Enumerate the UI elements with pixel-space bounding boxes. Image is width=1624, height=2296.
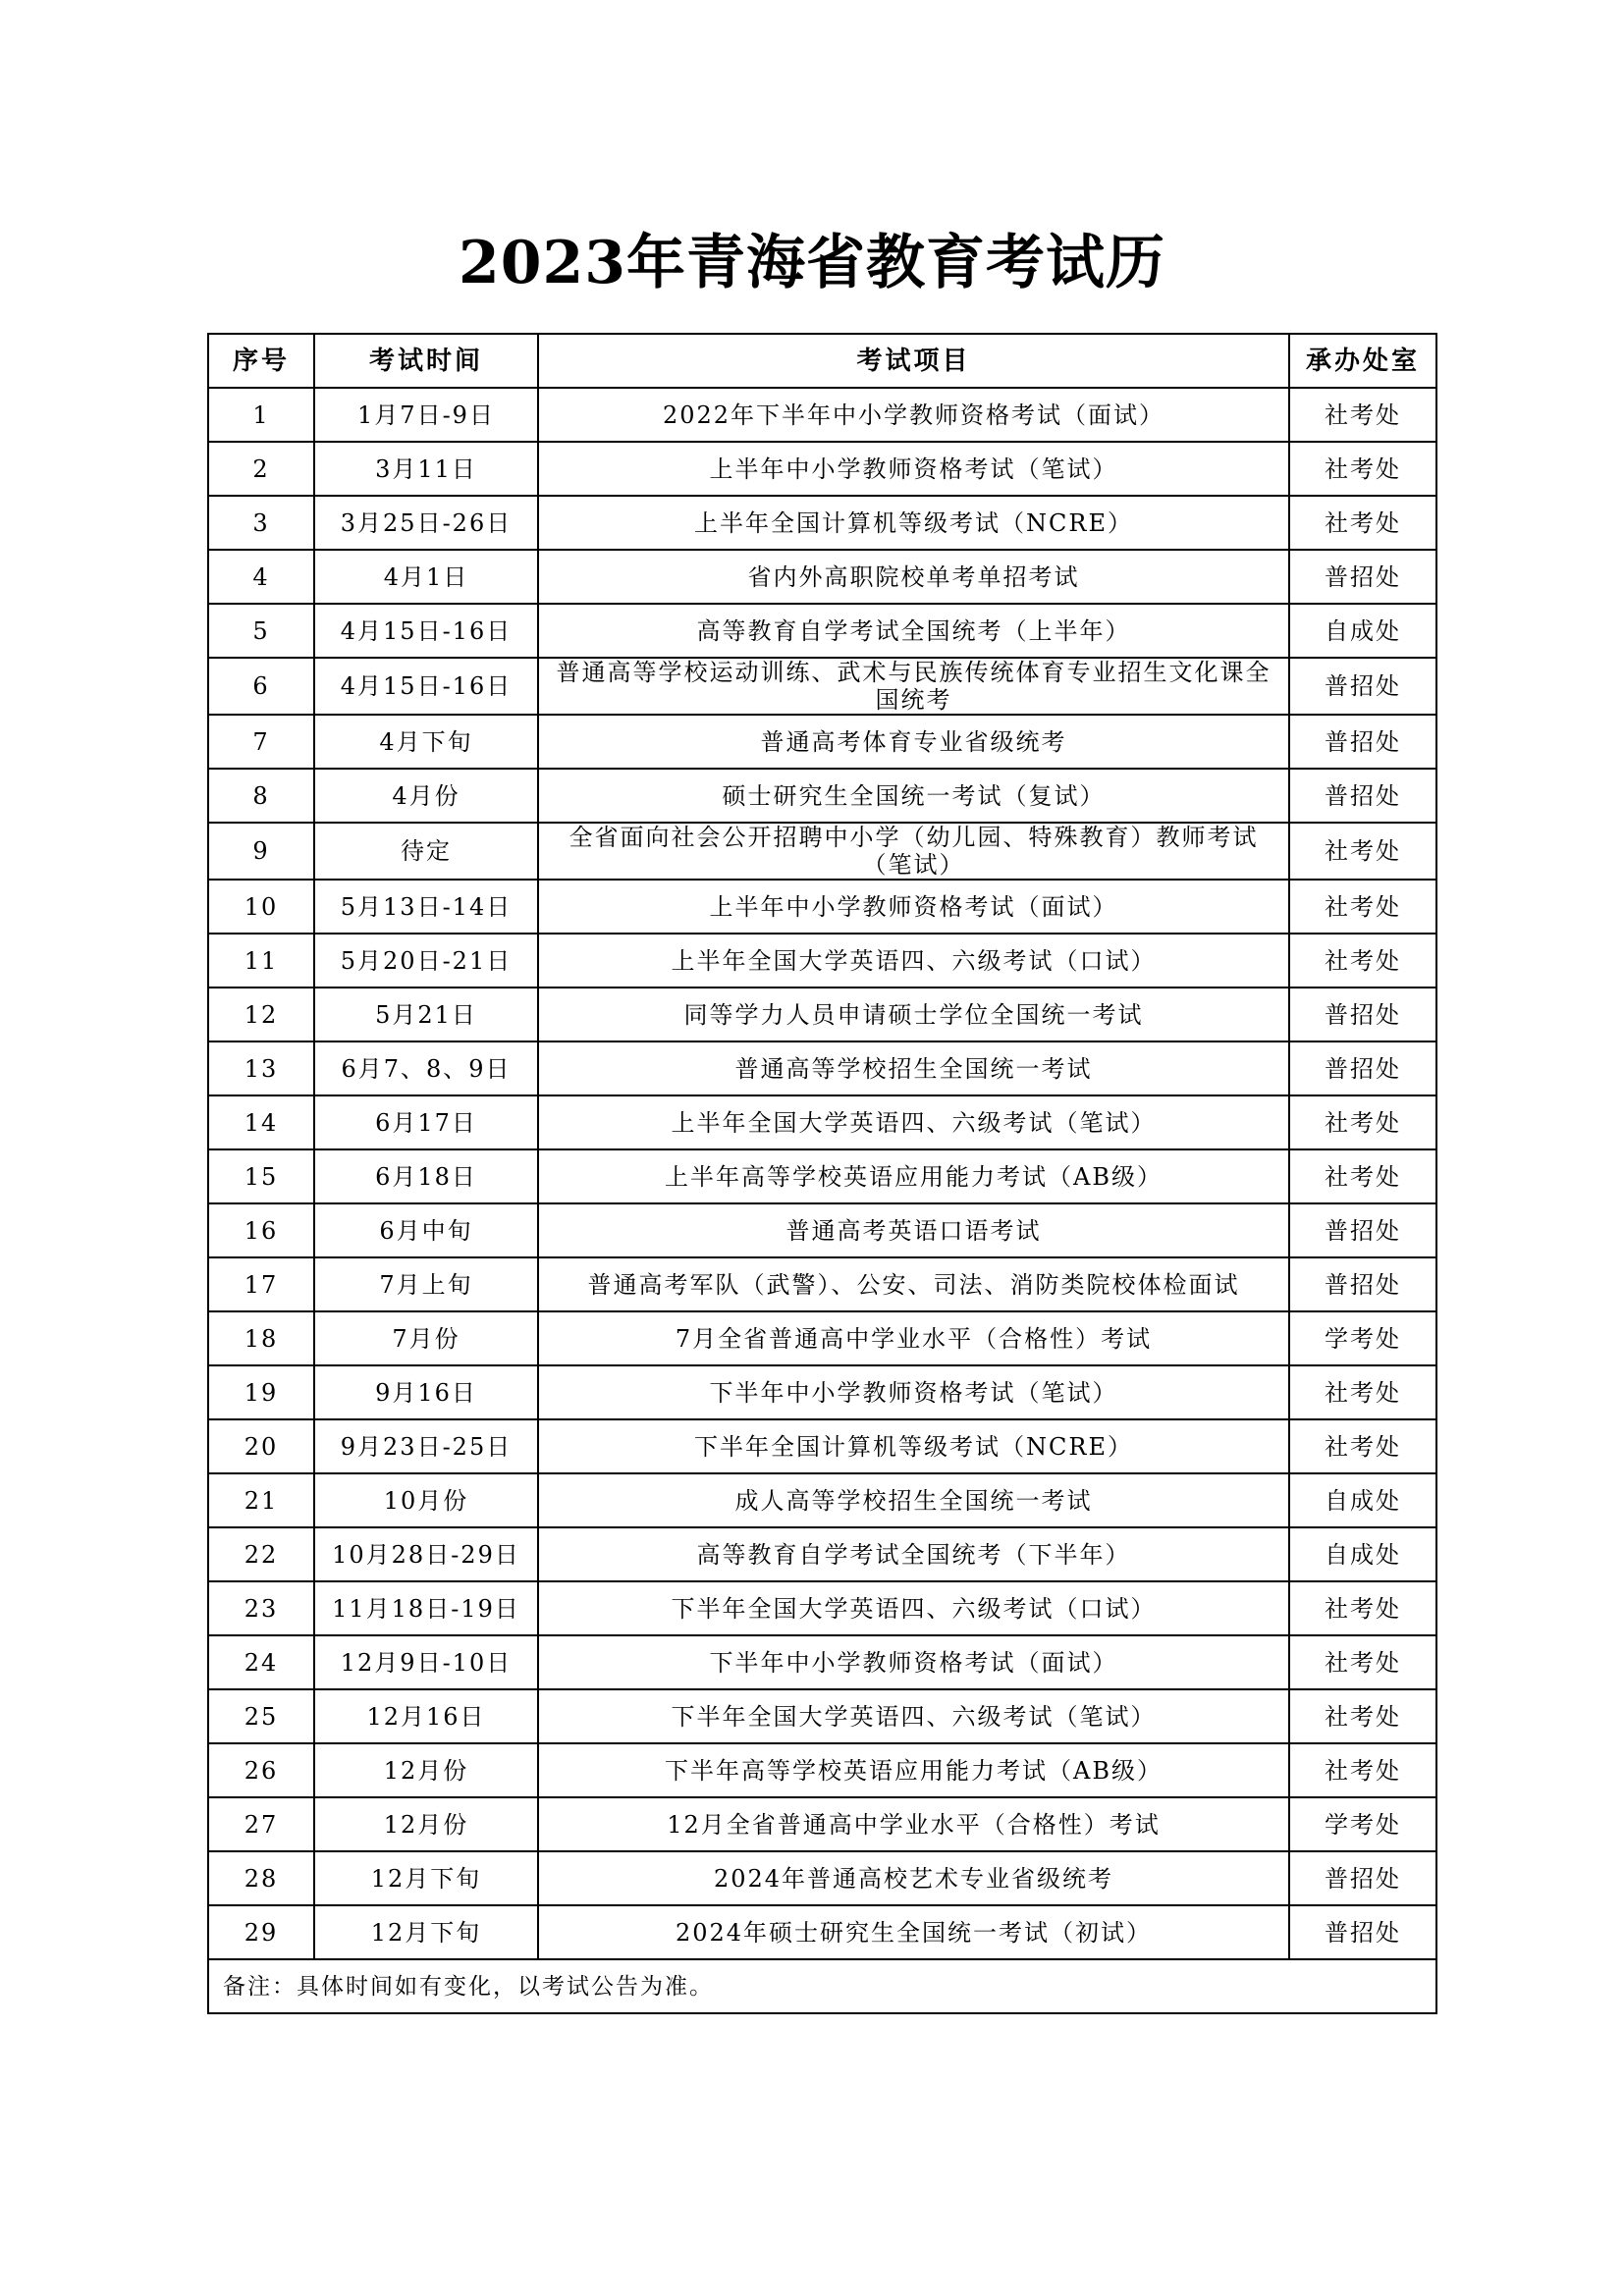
- table-row: [208, 1419, 1436, 1473]
- cell-office: 普招处: [1289, 1203, 1436, 1257]
- cell-no: 8: [208, 769, 314, 823]
- cell-no: 16: [208, 1203, 314, 1257]
- cell-time: 12月下旬: [314, 1905, 538, 1959]
- table-row: [208, 1365, 1436, 1419]
- cell-item: 上半年全国大学英语四、六级考试（笔试）: [538, 1095, 1289, 1149]
- cell-time: 4月15日-16日: [314, 604, 538, 658]
- cell-no: 11: [208, 934, 314, 988]
- cell-no: 9: [208, 823, 314, 880]
- cell-item: 普通高考军队（武警）、公安、司法、消防类院校体检面试: [538, 1257, 1289, 1311]
- page-title: 2023年青海省教育考试历: [459, 229, 1165, 297]
- table-row: [208, 1203, 1436, 1257]
- table-row: [208, 1797, 1436, 1851]
- cell-office: 普招处: [1289, 1905, 1436, 1959]
- cell-item: 下半年全国大学英语四、六级考试（口试）: [538, 1581, 1289, 1635]
- cell-no: 21: [208, 1473, 314, 1527]
- cell-item: 下半年全国大学英语四、六级考试（笔试）: [538, 1689, 1289, 1743]
- table-row: [208, 1257, 1436, 1311]
- cell-time: 6月中旬: [314, 1203, 538, 1257]
- cell-item: 7月全省普通高中学业水平（合格性）考试: [538, 1311, 1289, 1365]
- cell-item: 高等教育自学考试全国统考（上半年）: [538, 604, 1289, 658]
- table-row: [208, 823, 1436, 880]
- cell-office: 学考处: [1289, 1311, 1436, 1365]
- table-row: [208, 1149, 1436, 1203]
- cell-no: 17: [208, 1257, 314, 1311]
- cell-item: 成人高等学校招生全国统一考试: [538, 1473, 1289, 1527]
- cell-time: 6月17日: [314, 1095, 538, 1149]
- cell-office: 社考处: [1289, 388, 1436, 442]
- cell-item: 下半年高等学校英语应用能力考试（AB级）: [538, 1743, 1289, 1797]
- table-row: [208, 1743, 1436, 1797]
- table-header-row: [208, 334, 1436, 388]
- exam-calendar-table: [207, 333, 1437, 2014]
- cell-item: 2024年硕士研究生全国统一考试（初试）: [538, 1905, 1289, 1959]
- table-row: [208, 1473, 1436, 1527]
- cell-time: 10月份: [314, 1473, 538, 1527]
- cell-time: 12月份: [314, 1743, 538, 1797]
- cell-time: 12月9日-10日: [314, 1635, 538, 1689]
- cell-office: 普招处: [1289, 658, 1436, 715]
- cell-time: 12月16日: [314, 1689, 538, 1743]
- cell-item: 普通高等学校运动训练、武术与民族传统体育专业招生文化课全国统考: [538, 658, 1289, 715]
- cell-office: 普招处: [1289, 715, 1436, 769]
- cell-office: 社考处: [1289, 1635, 1436, 1689]
- cell-item: 高等教育自学考试全国统考（下半年）: [538, 1527, 1289, 1581]
- table-row: [208, 1095, 1436, 1149]
- cell-office: 自成处: [1289, 604, 1436, 658]
- table-row: [208, 442, 1436, 496]
- cell-item: 上半年全国大学英语四、六级考试（口试）: [538, 934, 1289, 988]
- cell-office: 社考处: [1289, 1743, 1436, 1797]
- cell-no: 2: [208, 442, 314, 496]
- cell-office: 社考处: [1289, 1689, 1436, 1743]
- cell-time: 3月11日: [314, 442, 538, 496]
- cell-time: 5月20日-21日: [314, 934, 538, 988]
- cell-item: 同等学力人员申请硕士学位全国统一考试: [538, 988, 1289, 1041]
- cell-item: 普通高考英语口语考试: [538, 1203, 1289, 1257]
- cell-item: 省内外高职院校单考单招考试: [538, 550, 1289, 604]
- table-row: [208, 1527, 1436, 1581]
- cell-no: 26: [208, 1743, 314, 1797]
- cell-office: 社考处: [1289, 823, 1436, 880]
- cell-no: 29: [208, 1905, 314, 1959]
- table-row: [208, 1635, 1436, 1689]
- cell-no: 7: [208, 715, 314, 769]
- table-row: [208, 880, 1436, 934]
- cell-item: 全省面向社会公开招聘中小学（幼儿园、特殊教育）教师考试（笔试）: [538, 823, 1289, 880]
- cell-office: 自成处: [1289, 1527, 1436, 1581]
- table-row: [208, 1905, 1436, 1959]
- cell-no: 14: [208, 1095, 314, 1149]
- cell-no: 28: [208, 1851, 314, 1905]
- table-row: [208, 550, 1436, 604]
- cell-office: 社考处: [1289, 1095, 1436, 1149]
- cell-item: 12月全省普通高中学业水平（合格性）考试: [538, 1797, 1289, 1851]
- cell-time: 12月下旬: [314, 1851, 538, 1905]
- cell-time: 6月7、8、9日: [314, 1041, 538, 1095]
- remark-text: 备注：具体时间如有变化，以考试公告为准。: [208, 1959, 1436, 2013]
- cell-item: 下半年中小学教师资格考试（笔试）: [538, 1365, 1289, 1419]
- cell-office: 自成处: [1289, 1473, 1436, 1527]
- cell-item: 普通高考体育专业省级统考: [538, 715, 1289, 769]
- table-row: [208, 1851, 1436, 1905]
- header-time: 考试时间: [314, 334, 538, 388]
- cell-office: 社考处: [1289, 1365, 1436, 1419]
- cell-office: 普招处: [1289, 1041, 1436, 1095]
- cell-no: 23: [208, 1581, 314, 1635]
- cell-item: 上半年高等学校英语应用能力考试（AB级）: [538, 1149, 1289, 1203]
- cell-time: 5月21日: [314, 988, 538, 1041]
- cell-no: 25: [208, 1689, 314, 1743]
- cell-office: 社考处: [1289, 934, 1436, 988]
- cell-no: 12: [208, 988, 314, 1041]
- table-row: [208, 769, 1436, 823]
- cell-no: 3: [208, 496, 314, 550]
- cell-time: 9月23日-25日: [314, 1419, 538, 1473]
- cell-office: 社考处: [1289, 1419, 1436, 1473]
- cell-time: 4月1日: [314, 550, 538, 604]
- cell-no: 20: [208, 1419, 314, 1473]
- cell-time: 5月13日-14日: [314, 880, 538, 934]
- cell-item: 上半年中小学教师资格考试（面试）: [538, 880, 1289, 934]
- cell-time: 1月7日-9日: [314, 388, 538, 442]
- cell-time: 4月份: [314, 769, 538, 823]
- table-row: [208, 1689, 1436, 1743]
- cell-office: 社考处: [1289, 496, 1436, 550]
- table-row: [208, 934, 1436, 988]
- cell-no: 19: [208, 1365, 314, 1419]
- cell-time: 9月16日: [314, 1365, 538, 1419]
- table-row: [208, 658, 1436, 715]
- cell-item: 普通高等学校招生全国统一考试: [538, 1041, 1289, 1095]
- table-row: [208, 1581, 1436, 1635]
- table-row: [208, 715, 1436, 769]
- cell-no: 15: [208, 1149, 314, 1203]
- cell-no: 10: [208, 880, 314, 934]
- cell-time: 待定: [314, 823, 538, 880]
- cell-no: 13: [208, 1041, 314, 1095]
- cell-time: 10月28日-29日: [314, 1527, 538, 1581]
- header-item: 考试项目: [538, 334, 1289, 388]
- table-row: [208, 496, 1436, 550]
- cell-item: 上半年中小学教师资格考试（笔试）: [538, 442, 1289, 496]
- cell-no: 1: [208, 388, 314, 442]
- table-row: [208, 988, 1436, 1041]
- table-row: [208, 604, 1436, 658]
- cell-no: 22: [208, 1527, 314, 1581]
- cell-office: 社考处: [1289, 1581, 1436, 1635]
- table-body: [208, 388, 1436, 1959]
- cell-office: 学考处: [1289, 1797, 1436, 1851]
- cell-item: 上半年全国计算机等级考试（NCRE）: [538, 496, 1289, 550]
- cell-time: 7月上旬: [314, 1257, 538, 1311]
- cell-time: 6月18日: [314, 1149, 538, 1203]
- cell-office: 普招处: [1289, 769, 1436, 823]
- cell-no: 18: [208, 1311, 314, 1365]
- table-row: [208, 388, 1436, 442]
- cell-office: 普招处: [1289, 1851, 1436, 1905]
- cell-time: 4月15日-16日: [314, 658, 538, 715]
- table-row: [208, 1041, 1436, 1095]
- cell-time: 3月25日-26日: [314, 496, 538, 550]
- cell-item: 下半年全国计算机等级考试（NCRE）: [538, 1419, 1289, 1473]
- cell-office: 社考处: [1289, 880, 1436, 934]
- remark-row: [208, 1959, 1436, 2013]
- cell-item: 2024年普通高校艺术专业省级统考: [538, 1851, 1289, 1905]
- cell-office: 普招处: [1289, 988, 1436, 1041]
- cell-office: 社考处: [1289, 442, 1436, 496]
- cell-no: 24: [208, 1635, 314, 1689]
- cell-time: 12月份: [314, 1797, 538, 1851]
- cell-no: 6: [208, 658, 314, 715]
- cell-office: 社考处: [1289, 1149, 1436, 1203]
- cell-office: 普招处: [1289, 550, 1436, 604]
- table-row: [208, 1311, 1436, 1365]
- cell-item: 硕士研究生全国统一考试（复试）: [538, 769, 1289, 823]
- cell-no: 4: [208, 550, 314, 604]
- cell-time: 11月18日-19日: [314, 1581, 538, 1635]
- cell-no: 27: [208, 1797, 314, 1851]
- cell-office: 普招处: [1289, 1257, 1436, 1311]
- cell-item: 2022年下半年中小学教师资格考试（面试）: [538, 388, 1289, 442]
- header-office: 承办处室: [1289, 334, 1436, 388]
- header-no: 序号: [208, 334, 314, 388]
- cell-no: 5: [208, 604, 314, 658]
- cell-time: 4月下旬: [314, 715, 538, 769]
- cell-item: 下半年中小学教师资格考试（面试）: [538, 1635, 1289, 1689]
- cell-time: 7月份: [314, 1311, 538, 1365]
